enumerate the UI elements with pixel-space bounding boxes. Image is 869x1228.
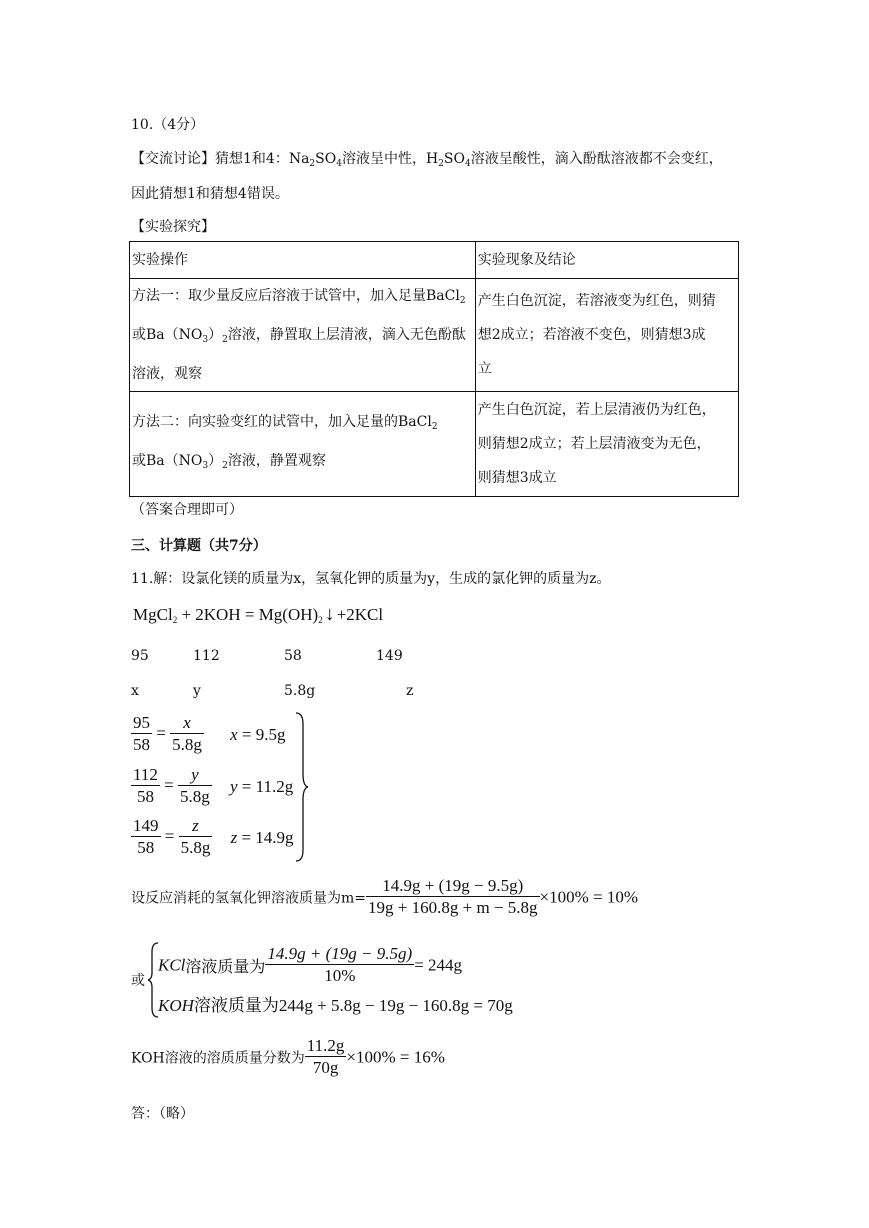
subscript: 2 [318,615,323,625]
discussion-text: SO [443,151,465,167]
numerator: 149 [133,816,159,835]
result-z [231,828,294,848]
q10-heading: 10.（4分） [131,117,205,133]
fraction [131,765,160,808]
m-tail: ×100% = 10% [539,887,639,907]
unknown-x: x [131,683,139,699]
cell-text: 方法二：向实验变红的试管中，加入足量的BaCl [132,414,432,430]
denominator: 19g + 160.8g + m − 5.8g [368,898,538,917]
fraction [179,816,213,859]
denominator: 58 [137,838,155,857]
denominator: 58 [133,735,150,754]
equals: = [164,826,175,846]
q10-discussion-line2: 因此猜想1和猜想4错误。 [131,186,289,202]
kcl-tail: = 244g [414,955,463,975]
down-arrow-icon: ↓ [324,603,335,625]
koh-frac-tail: ×100% = 16% [346,1047,445,1067]
m-label: 设反应消耗的氢氧化钾溶液质量为m= [131,890,367,907]
eq-part: MgCl [133,605,173,624]
right-brace-icon [294,712,310,862]
mass-58: 58 [284,648,302,664]
subscript: 2 [222,335,228,345]
fraction [131,713,152,756]
unknown-y: y [193,683,201,699]
equals: = [164,775,174,795]
numerator: x [170,713,204,734]
eq-part: +2KCl [336,605,384,624]
table-row [130,392,739,497]
subscript: 4 [465,159,471,169]
cell-text: 产生白色沉淀，若溶液变为红色，则猜 [477,293,716,309]
answer-note: （答案合理即可） [131,502,243,518]
unknown-z: z [406,683,414,699]
result-value: = 14.9g [237,827,294,847]
result-var: x [230,724,238,744]
eq-part: + 2KOH = Mg(OH) [177,605,319,624]
kcl-line [158,944,462,987]
cell-text: 立 [477,361,492,377]
numerator: 11.2g [306,1036,345,1055]
method1-operation [130,279,476,392]
cell-text: 方法一：取少量反应后溶液于试管中，加入足量BaCl [132,288,460,304]
denominator: 5.8g [180,838,211,857]
q10-discussion-line1 [131,148,723,169]
numerator: 14.9g + (19g − 9.5g) [366,876,540,897]
fraction [131,816,161,859]
cell-text: 溶液，静置取上层清液，滴入无色酚酞 [227,327,466,343]
table-row [130,279,739,392]
proportion-y [131,765,293,808]
fraction [265,944,414,987]
kcl-text: 溶液质量为 [185,957,266,976]
koh-var: KOH [158,996,194,1015]
method2-operation [130,392,476,497]
header-result: 实验现象及结论 [475,242,738,279]
cell-text: 或Ba（NO [132,327,203,343]
equals: = [156,723,166,743]
cell-text: 则猜想2成立；若上层清液变为无色， [477,436,711,452]
subscript: 2 [459,296,466,306]
experiment-table [129,241,739,497]
kcl-var: KCl [158,955,186,975]
chemical-equation [133,603,383,626]
fraction [305,1036,347,1079]
koh-line [158,991,513,1016]
numerator: 95 [133,713,150,732]
subscript: 2 [438,159,444,169]
subscript: 2 [431,422,438,432]
numerator: z [179,816,213,837]
method1-result [475,279,738,392]
fraction [366,876,540,919]
mass-149: 149 [376,648,403,664]
q11-intro: 11.解：设氯化镁的质量为x，氢氧化钾的质量为y，生成的氯化钾的质量为z。 [131,571,611,587]
koh-text: 溶液质量为244g + 5.8g − 19g − 160.8g = 70g [193,996,513,1015]
subscript: 2 [222,461,228,471]
cell-text: ） [208,327,223,343]
result-value: = 9.5g [237,724,286,744]
mass-112: 112 [193,648,220,664]
result-var: y [229,776,238,796]
fraction [178,765,212,808]
discussion-text: 猜想1和4：Na [215,151,310,167]
mass-95: 95 [131,648,149,664]
denominator: 58 [136,787,154,806]
subscript: 3 [202,335,209,345]
subscript: 3 [202,461,209,471]
denominator: 5.8g [172,735,202,754]
alt-label: 或 [131,973,145,989]
result-var: z [230,827,238,847]
cell-text: ） [208,453,223,469]
denominator: 5.8g [179,787,210,806]
unknown-5-8g: 5.8g [284,683,316,699]
fraction [170,713,204,756]
subscript: 4 [336,159,342,169]
header-operation: 实验操作 [130,242,476,279]
result-value: = 11.2g [237,776,294,796]
subscript: 2 [309,159,316,169]
cell-text: 想2成立；若溶液不变色，则猜想3成 [477,327,706,343]
cell-text: 产生白色沉淀，若上层清液仍为红色， [477,402,716,418]
table-header-row [130,242,739,279]
explore-label: 【实验探究】 [131,219,215,235]
numerator: 112 [133,765,158,784]
section-title: 三、计算题（共7分） [131,538,267,554]
discussion-text: 溶液呈中性，H [341,151,439,167]
m-equation [131,876,638,919]
answer: 答：（略） [131,1106,194,1122]
cell-text: 溶液，静置观察 [227,453,326,469]
denominator: 10% [324,966,356,985]
discussion-label: 【交流讨论】 [131,151,215,167]
cell-text: 溶液，观察 [132,366,202,382]
proportion-x [131,713,285,756]
result-y [230,777,293,797]
koh-frac-label: KOH溶液的溶质质量分数为 [131,1050,305,1067]
discussion-text: 溶液呈酸性，滴入酚酞溶液都不会变红， [470,151,723,167]
cell-text: 或Ba（NO [132,453,203,469]
subscript: 2 [172,615,178,625]
method2-result [475,392,738,497]
denominator: 70g [312,1058,339,1077]
result-x [230,725,285,745]
numerator: y [178,765,212,786]
numerator: 14.9g + (19g − 9.5g) [267,944,413,963]
cell-text: 则猜想3成立 [477,470,557,486]
discussion-text: SO [315,151,337,167]
koh-fraction-equation [131,1036,445,1079]
proportion-z [131,816,294,859]
